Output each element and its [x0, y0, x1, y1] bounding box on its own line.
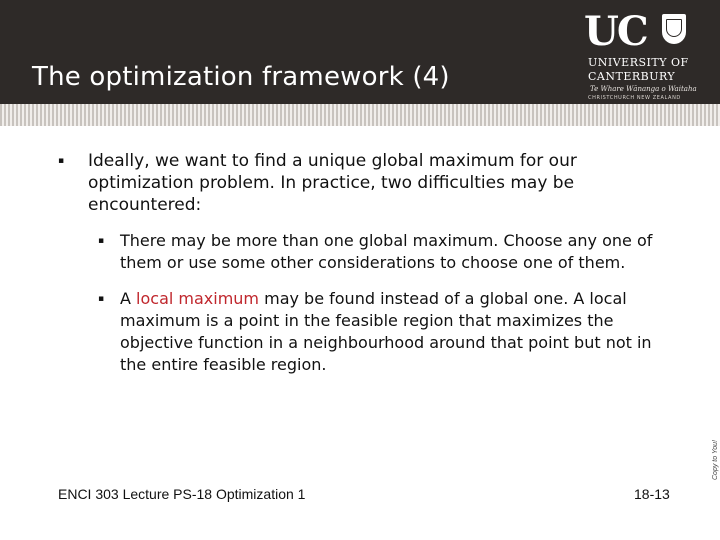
- footer-page-number: 18-13: [634, 486, 670, 502]
- bullet-icon: ▪: [98, 294, 105, 304]
- crest-icon: [662, 14, 686, 44]
- logo-line2: CANTERBURY: [588, 70, 676, 83]
- main-bullet-text: Ideally, we want to find a unique global maximum for our optimization problem. In practice, two difficulties may be encountered:: [88, 151, 577, 215]
- slide-body: [58, 150, 668, 376]
- logo-line3: Te Whare Wānanga o Waitaha: [590, 85, 697, 93]
- logo-line1: UNIVERSITY OF: [588, 56, 689, 69]
- footer-course: ENCI 303 Lecture PS-18 Optimization 1: [58, 486, 306, 502]
- header-stripe: [0, 104, 720, 126]
- sub-bullet-1: [58, 230, 668, 274]
- bullet-icon: ▪: [98, 236, 105, 246]
- sub-bullet-2-text: may be found instead of a global one. A local maximum is a point in the feasible region that maximizes the objective function in a neighbourhood around that point but not in the entire feasible region.: [120, 289, 652, 374]
- sub-bullet-2: [58, 288, 668, 376]
- slide-title: The optimization framework (4): [32, 62, 450, 92]
- local-maximum-term: local maximum: [136, 289, 260, 308]
- side-note: Copy to You!: [712, 440, 719, 480]
- sub-bullet-1-text: There may be more than one global maximum. Choose any one of them or use some other considerations to choose one of them.: [120, 231, 653, 272]
- sub-bullet-2-prefix: A: [120, 289, 137, 308]
- logo-line4: CHRISTCHURCH NEW ZEALAND: [588, 95, 681, 101]
- bullet-icon: ▪: [58, 156, 65, 166]
- logo-mark: UC: [584, 8, 647, 55]
- main-bullet: [58, 150, 668, 216]
- university-logo: [580, 8, 700, 101]
